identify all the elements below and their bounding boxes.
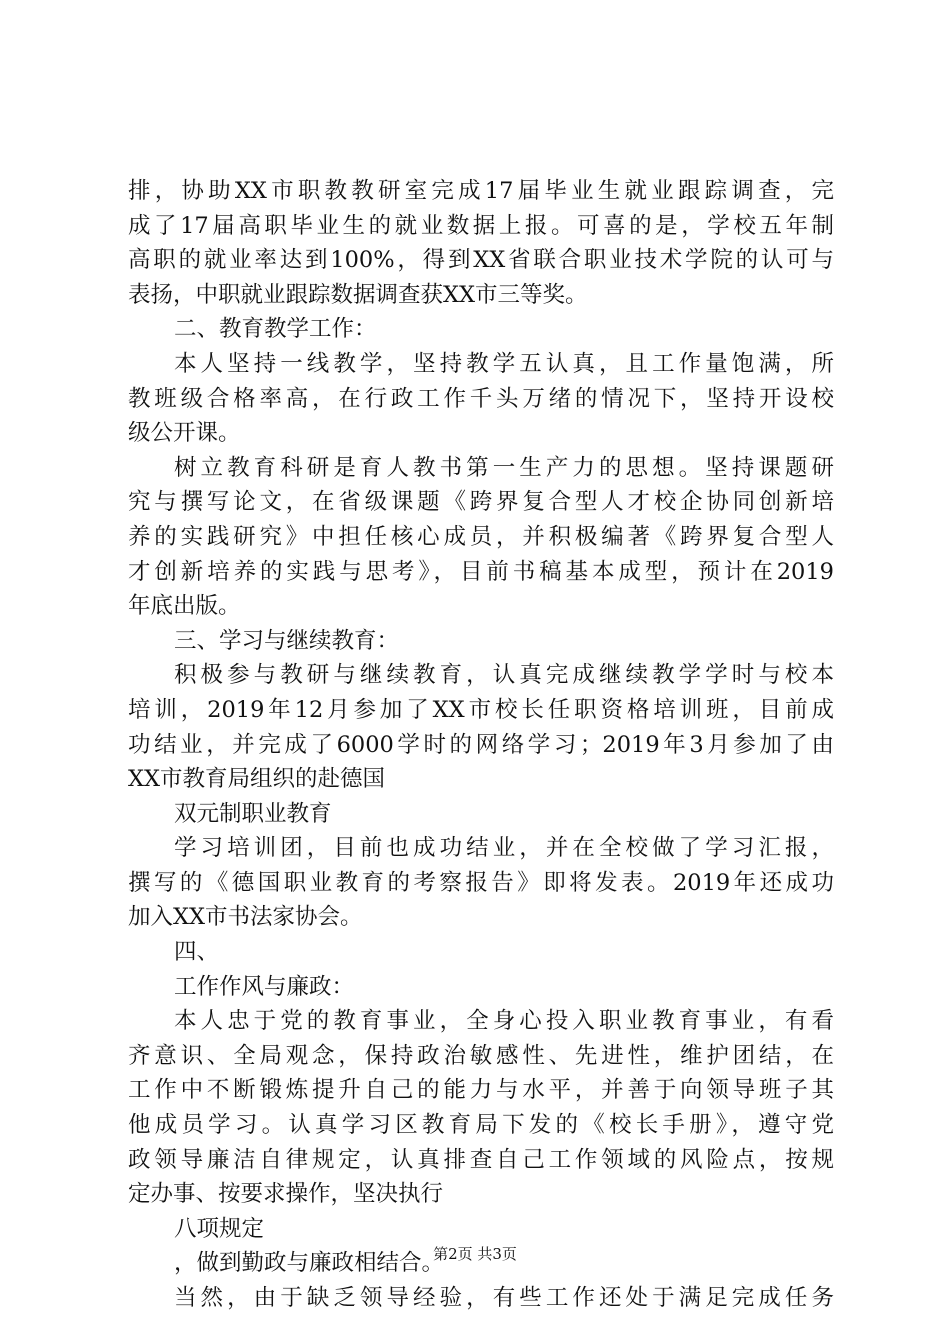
text-line: 四、	[174, 939, 220, 966]
text-line: 撰写的《德国职业教育的考察报告》即将发表。2019年还成功	[128, 869, 834, 896]
text-line: 定办事、按要求操作，坚决执行	[128, 1181, 444, 1208]
text-line: 养的实践研究》中担任核心成员，并积极编著《跨界复合型人	[128, 523, 834, 550]
text-line: 培训，2019年12月参加了XX市校长任职资格培训班，目前成	[128, 696, 834, 723]
text-line: 树立教育科研是育人教书第一生产力的思想。坚持课题研	[174, 454, 834, 481]
text-line: 成了17届高职毕业生的就业数据上报。可喜的是，学校五年制	[128, 212, 834, 239]
text-line: 表扬，中职就业跟踪数据调查获XX市三等奖。	[128, 281, 588, 308]
text-line: XX市教育局组织的赴德国	[128, 766, 386, 793]
text-line: 本人坚持一线教学，坚持教学五认真，且工作量饱满，所	[174, 350, 834, 377]
text-line: 八项规定	[174, 1215, 265, 1242]
text-line: 学习培训团，目前也成功结业，并在全校做了学习汇报，	[174, 835, 834, 862]
text-line: ，做到勤政与廉政相结合。	[174, 1250, 445, 1277]
text-line: 高职的就业率达到100%，得到XX省联合职业技术学院的认可与	[128, 247, 834, 274]
text-line: 排，协助XX市职教教研室完成17届毕业生就业跟踪调查，完	[128, 178, 834, 204]
text-line: 工作作风与廉政：	[174, 973, 355, 1000]
text-line: 级公开课。	[128, 420, 241, 447]
text-line: 政领导廉洁自律规定，认真排查自己工作领域的风险点，按规	[128, 1146, 834, 1173]
text-line: 才创新培养的实践与思考》，目前书稿基本成型，预计在2019	[128, 558, 834, 585]
text-line: 他成员学习。认真学习区教育局下发的《校长手册》，遵守党	[128, 1112, 834, 1139]
text-line: 加入XX市书法家协会。	[128, 904, 363, 931]
text-line: 工作中不断锻炼提升自己的能力与水平，并善于向领导班子其	[128, 1077, 834, 1104]
text-line: 功结业，并完成了6000学时的网络学习；2019年3月参加了由	[128, 731, 834, 758]
text-line: 积极参与教研与继续教育，认真完成继续教学学时与校本	[174, 662, 834, 689]
text-line: 二、教育教学工作：	[174, 316, 377, 343]
text-line: 教班级合格率高，在行政工作千头万绪的情况下，坚持开设校	[128, 385, 834, 412]
page-footer: 第2页 共3页	[433, 1245, 517, 1263]
text-line: 三、学习与继续教育：	[174, 627, 400, 654]
text-line: 本人忠于党的教育事业，全身心投入职业教育事业，有看	[174, 1008, 834, 1035]
text-line: 当然，由于缺乏领导经验，有些工作还处于满足完成任务	[174, 1285, 834, 1311]
text-line: 齐意识、全局观念，保持政治敏感性、先进性，维护团结，在	[128, 1042, 834, 1069]
text-line: 年底出版。	[128, 593, 241, 620]
document-body	[128, 174, 834, 1316]
text-line: 究与撰写论文，在省级课题《跨界复合型人才校企协同创新培	[128, 489, 834, 516]
text-line: 双元制职业教育	[174, 800, 332, 827]
